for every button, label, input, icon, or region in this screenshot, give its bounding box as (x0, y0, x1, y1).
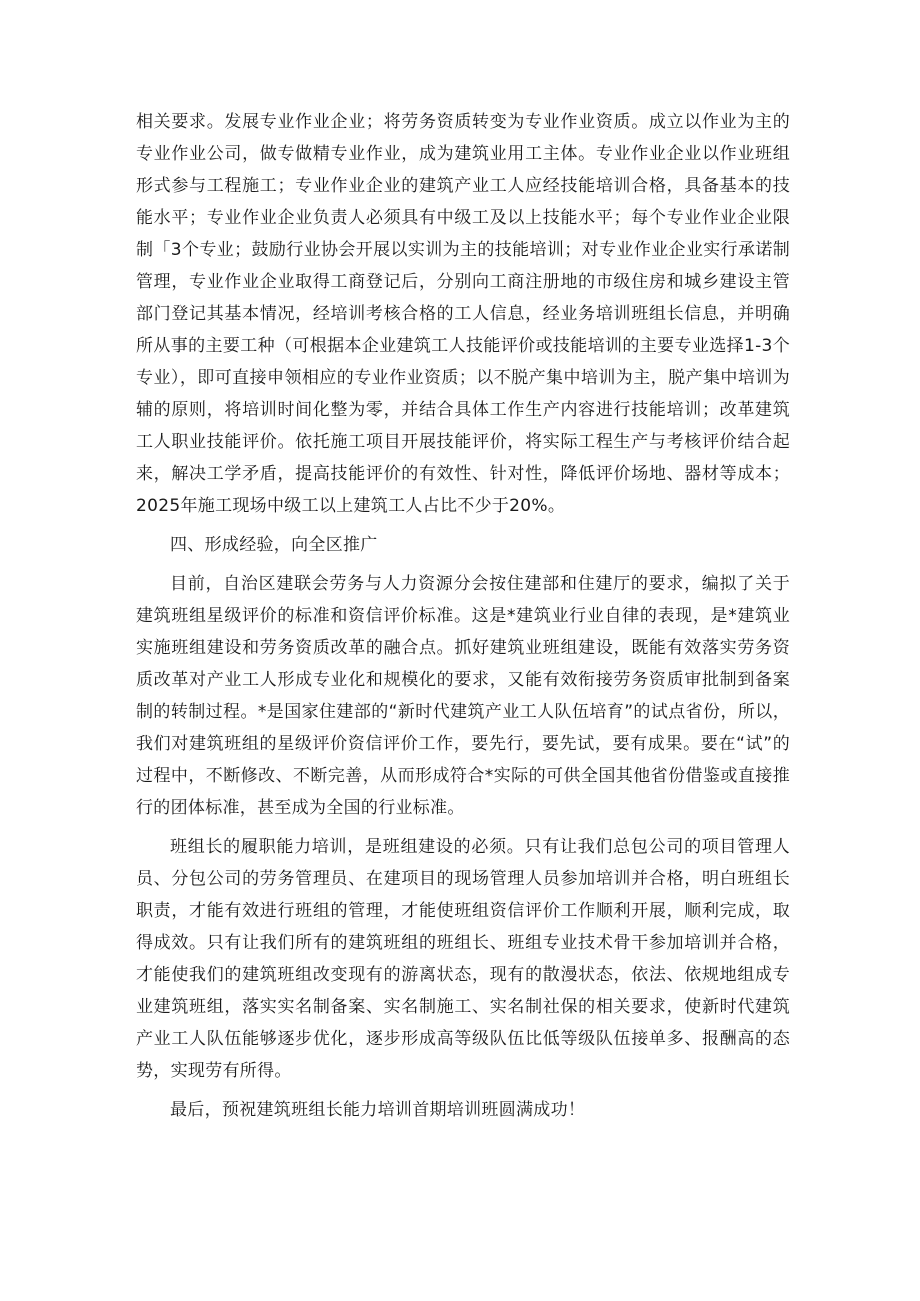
paragraph-current-status: 目前，自治区建联会劳务与人力资源分会按住建部和住建厅的要求，编拟了关于建筑班组星级评价的标准和资信评价标准。这是*建筑业行业自律的表现，是*建筑业实施班组建设和劳务资质改革的融合点。抓好建筑业班组建设，既能有效落实劳务资质改革对产业工人形成专业化和规模化的要求，又能有效衔接劳务资质审批制到备案制的转制过程。*是国家住建部的“新时代建筑产业工人队伍培育”的试点省份，所以，我们对建筑班组的星级评价资信评价工作，要先行，要先试，要有成果。要在“试”的过程中，不断修改、不断完善，从而形成符合*实际的可供全国其他省份借鉴或直接推行的团体标准，甚至成为全国的行业标准。 (136, 574, 790, 818)
paragraph-team-leader-training: 班组长的履职能力培训，是班组建设的必须。只有让我们总包公司的项目管理人员、分包公司的劳务管理员、在建项目的现场管理人员参加培训并合格，明白班组长职责，才能有效进行班组的管理，才能使班组资信评价工作顺利开展，顺利完成，取得成效。只有让我们所有的建筑班组的班组长、班组专业技术骨干参加培训并合格，才能使我们的建筑班组改变现有的游离状态，现有的散漫状态，依法、依规地组成专业建筑班组，落实实名制备案、实名制施工、实名制社保的相关要求，使新时代建筑产业工人队伍能够逐步优化，逐步形成高等级队伍比低等级队伍接单多、报酬高的态势，实现劳有所得。 (136, 837, 790, 1081)
document-body (136, 106, 790, 1126)
section-heading-4: 四、形成经验，向全区推广 (170, 535, 378, 555)
paragraph-closing: 最后，预祝建筑班组长能力培训首期培训班圆满成功！ (170, 1100, 586, 1120)
paragraph-requirements: 相关要求。发展专业作业企业；将劳务资质转变为专业作业资质。成立以作业为主的专业作业公司，做专做精专业作业，成为建筑业用工主体。专业作业企业以作业班组形式参与工程施工；专业作业企业的建筑产业工人应经技能培训合格，具备基本的技能水平；专业作业企业负责人必须具有中级工及以上技能水平；每个专业作业企业限制「3个专业；鼓励行业协会开展以实训为主的技能培训；对专业作业企业实行承诺制管理，专业作业企业取得工商登记后，分别向工商注册地的市级住房和城乡建设主管部门登记其基本情况，经培训考核合格的工人信息，经业务培训班组长信息，并明确所从事的主要工种（可根据本企业建筑工人技能评价或技能培训的主要专业选择1-3个专业），即可直接申领相应的专业作业资质；以不脱产集中培训为主，脱产集中培训为辅的原则，将培训时间化整为零，并结合具体工作生产内容进行技能培训；改革建筑工人职业技能评价。依托施工项目开展技能评价，将实际工程生产与考核评价结合起来，解决工学矛盾，提高技能评价的有效性、针对性，降低评价场地、器材等成本；2025年施工现场中级工以上建筑工人占比不少于20%。 (136, 112, 790, 516)
